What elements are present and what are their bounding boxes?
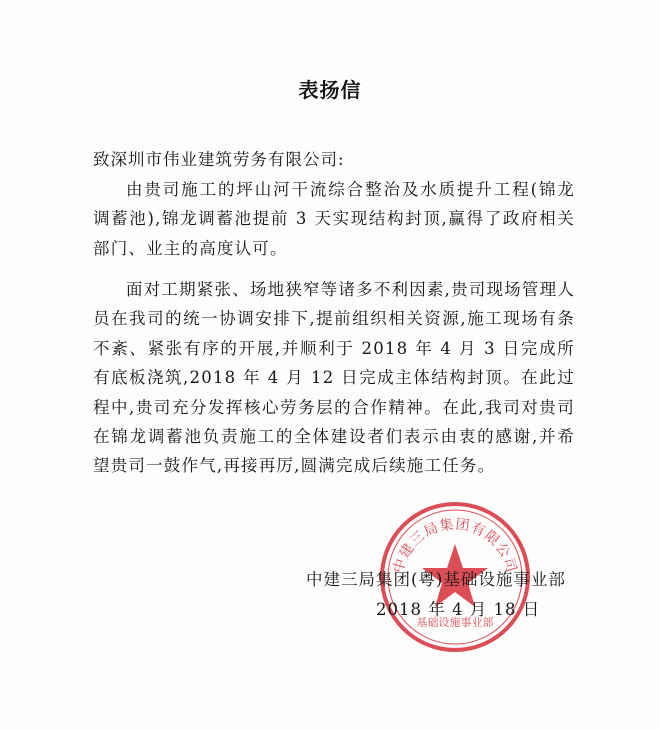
body-paragraph-2: 面对工期紧张、场地狭窄等诸多不利因素,贵司现场管理人员在我司的统一协调安排下,提前组织相关资源,施工现场有条不紊、紧张有序的开展,并顺利于 2018 年 4 月 3 日完成所有底板浇筑,2018 年 4 月 12 日完成主体结构封顶。在此过程中,贵司充分发挥核心劳务层的合作精神。在此,我司对贵司在锦龙调蓄池负责施工的全体建设者们表示由衷的感谢,并希望贵司一鼓作气,再接再厉,圆满完成后续施工任务。 — [93, 280, 575, 476]
signature-organization: 中建三局集团(粤)基础设施事业部 — [306, 570, 566, 589]
body-paragraph-1: 由贵司施工的坪山河干流综合整治及水质提升工程(锦龙调蓄池),锦龙调蓄池提前 3 天实现结构封顶,赢得了政府相关部门、业主的高度认可。 — [93, 180, 575, 258]
seal-inner-text: 基础设施事业部 — [416, 616, 494, 629]
letter-title: 表扬信 — [298, 78, 362, 102]
seal-arc-text: 中建三局集团有限公司 — [390, 516, 520, 575]
salutation: 致深圳市伟业建筑劳务有限公司: — [93, 150, 345, 169]
letter-date: 2018 年 4 月 18 日 — [376, 600, 541, 619]
